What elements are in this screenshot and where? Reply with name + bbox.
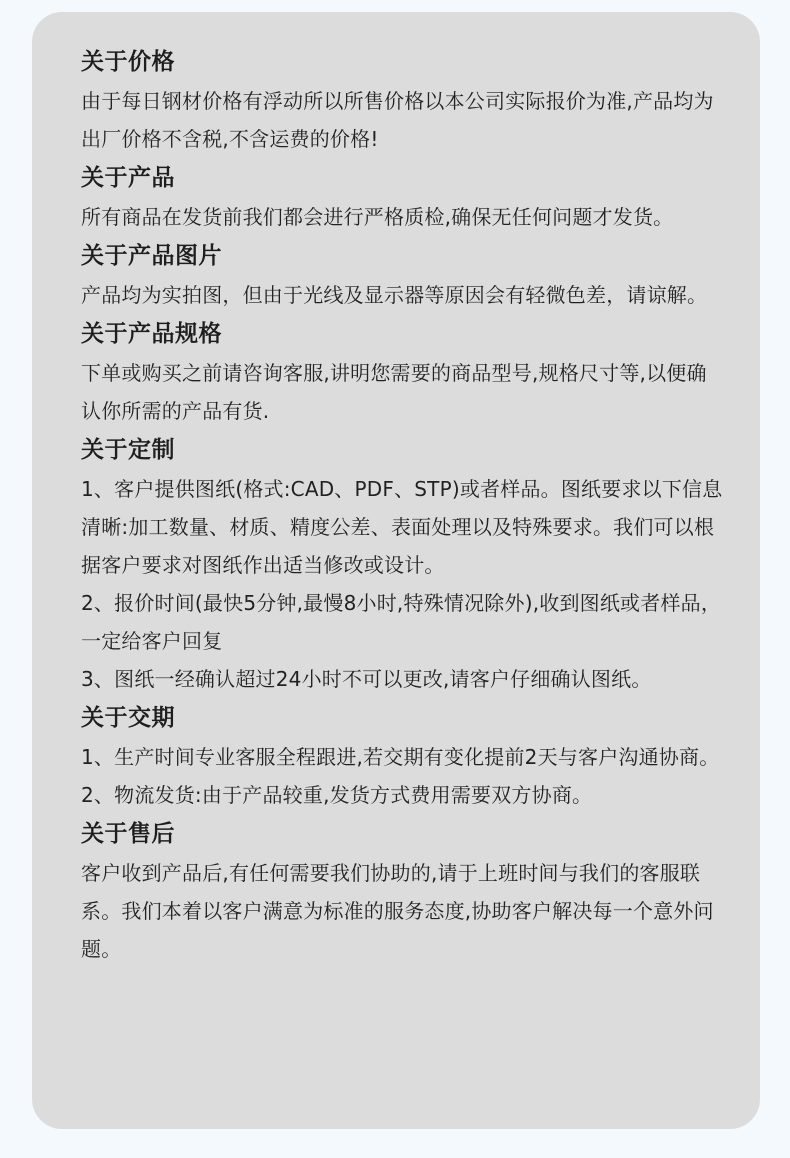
section-title: 关于产品规格 <box>81 321 222 347</box>
section-paragraph: 所有商品在发货前我们都会进行严格质检,确保无任何问题才发货。 <box>81 205 674 229</box>
section-title: 关于产品 <box>81 165 175 191</box>
section-paragraph: 2、报价时间(最快5分钟,最慢8小时,特殊情况除外),收到图纸或者样品，一定给客户回复 <box>81 591 722 653</box>
section-paragraph: 由于每日钢材价格有浮动所以所售价格以本公司实际报价为准,产品均为出厂价格不含税,不含运费的价格! <box>81 89 714 151</box>
section-title: 关于交期 <box>81 705 175 731</box>
section-customization <box>81 434 724 698</box>
section-product <box>81 162 724 236</box>
section-product-images <box>81 240 724 314</box>
section-paragraph: 1、生产时间专业客服全程跟进,若交期有变化提前2天与客户沟通协商。 <box>81 745 720 769</box>
section-paragraph: 2、物流发货:由于产品较重,发货方式费用需要双方协商。 <box>81 783 593 807</box>
section-paragraph: 1、客户提供图纸(格式:CAD、PDF、STP)或者样品。图纸要求以下信息清晰:加工数量、材质、精度公差、表面处理以及特殊要求。我们可以根据客户要求对图纸作出适当修改或设计。 <box>81 477 723 577</box>
section-title: 关于价格 <box>81 49 175 75</box>
section-after-sales <box>81 818 724 968</box>
section-title: 关于售后 <box>81 821 175 847</box>
section-delivery <box>81 702 724 814</box>
section-paragraph: 客户收到产品后,有任何需要我们协助的,请于上班时间与我们的客服联系。我们本着以客户满意为标准的服务态度,协助客户解决每一个意外问题。 <box>81 861 714 961</box>
section-paragraph: 3、图纸一经确认超过24小时不可以更改,请客户仔细确认图纸。 <box>81 667 652 691</box>
section-price <box>81 46 724 158</box>
section-paragraph: 产品均为实拍图，但由于光线及显示器等原因会有轻微色差，请谅解。 <box>81 283 708 307</box>
section-title: 关于定制 <box>81 437 175 463</box>
section-paragraph: 下单或购买之前请咨询客服,讲明您需要的商品型号,规格尺寸等,以便确认你所需的产品有货. <box>81 361 707 423</box>
info-card <box>32 12 760 1129</box>
section-product-specs <box>81 318 724 430</box>
section-title: 关于产品图片 <box>81 243 222 269</box>
